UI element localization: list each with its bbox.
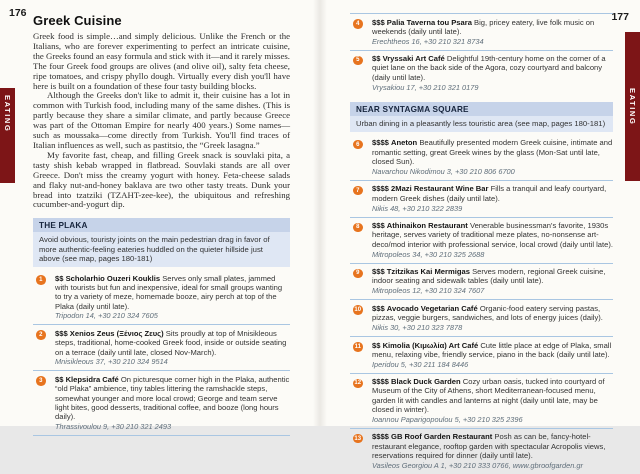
restaurant-contact: Mnisikleous 37, +30 210 324 9514 (55, 357, 168, 367)
price-rating: $$ (55, 374, 64, 384)
restaurant-contact: Navarchou Nikodimou 3, +30 210 806 6700 (372, 166, 515, 176)
listings-column (350, 13, 613, 474)
restaurant-listing (350, 299, 613, 336)
plaka-infobox-note: Avoid obvious, touristy joints on the main pedestrian drag in favor of more authentic-feeling eateries huddled on the quieter hillside just above (see map, pages 180-181) (33, 232, 290, 267)
page-number-left: 176 (9, 7, 27, 19)
restaurant-summary: Serves only small plates, jammed with tourists but fun and inexpensive, ideal for small groups wanting to try a variety of meze, homemade booze, airy perch at top of the Plaka (daily until late). (55, 273, 283, 311)
restaurant-name: Scholarhio Ouzeri Kouklis (65, 273, 161, 283)
restaurant-description (372, 184, 613, 203)
price-rating: $$$ (55, 328, 68, 338)
price-rating: $$$ (372, 17, 385, 27)
price-rating: $$$$ (372, 432, 389, 442)
restaurant-listing (350, 428, 613, 474)
page-number-right: 177 (611, 11, 629, 23)
restaurant-name: Vryssaki Art Café (382, 54, 445, 64)
restaurant-listing (350, 135, 613, 180)
price-rating: $$$ (372, 303, 385, 313)
restaurant-name: Palia Taverna tou Psara (386, 17, 472, 27)
plaka-infobox-title: THE PLAKA (33, 218, 290, 232)
restaurant-summary: Cute little place at edge of Plaka, small menu, relaxing vibe, friendly service, piano in the back (daily until late). (372, 340, 612, 359)
restaurant-summary: Organic-food eatery serving pastas, pizzas, veggie burgers, sandwiches, and lots of energy juices (daily). (372, 303, 603, 323)
restaurant-description (372, 18, 613, 37)
syntagma-infobox (350, 102, 613, 132)
restaurant-description (372, 54, 613, 82)
syntagma-infobox-title: NEAR SYNTAGMA SQUARE (350, 102, 613, 116)
restaurant-summary: Beautifully presented modern Greek cuisine, intimate and romantic setting, great Greek wines by the glass (Mon-Sat until late, closed Sun). (372, 138, 613, 167)
restaurant-listing (350, 50, 613, 96)
restaurant-description (372, 221, 613, 249)
syntagma-listings (350, 135, 613, 474)
restaurant-name: Klepsidra Café (65, 374, 119, 384)
eating-section-tab-left (0, 88, 15, 183)
page-176 (0, 0, 320, 431)
restaurant-summary: Posh as can be, fancy-hotel-restaurant elegance, rooftop garden with spectacular Acropolis views, reservations required for dinner (daily until late). (372, 432, 606, 461)
restaurant-name: GB Roof Garden Restaurant (391, 432, 493, 442)
restaurant-description (55, 274, 290, 311)
map-number-badge: 13 (354, 435, 362, 442)
restaurant-listing (350, 373, 613, 428)
map-number-badge: 2 (36, 330, 46, 340)
map-number-badge: 7 (353, 186, 363, 196)
map-number-badge: 9 (353, 269, 363, 279)
restaurant-summary: On picturesque corner high in the Plaka, authentic “old Plaka” ambience, tiny tables littering the ramshackle steps, somewhat younger and more local crowd; George and team serve light bites, good desserts, traditional coffee, and booze (long hours daily). (55, 374, 290, 422)
article-paragraph: Although the Greeks don't like to admit it, their cuisine has a lot in common with Turkish food, including many of the same dishes. (This is partly because they share a similar climate, and partly because Greece was part of the Ottoman Empire for nearly 400 years.) Some names—such as moussaka—come directly from Turkish. You'll find traces of Italian influences as well, such as pastitsio, the “Greek lasagna.” (33, 90, 290, 150)
map-number-badge: 3 (36, 376, 46, 386)
restaurant-contact: Nikis 48, +30 210 322 2839 (372, 203, 463, 213)
restaurant-summary: Cozy urban oasis, tucked into courtyard of Museum of the City of Athens, short Mediterranean-focused menu, garden lit with candles and lanterns at night (daily until late, may be closed in winter). (372, 377, 605, 415)
map-number-badge: 4 (353, 19, 363, 29)
restaurant-listing (33, 270, 290, 324)
restaurant-name: Kimolia (Κιμωλία) Art Café (382, 340, 479, 350)
syntagma-infobox-note: Urban dining in a pleasantly less touristic area (see map, pages 180-181) (350, 116, 613, 132)
map-number-badge: 11 (354, 343, 361, 350)
restaurant-listing (350, 336, 613, 373)
restaurant-summary: Delightful 19th-century home on the corner of a quiet lane on the back side of the Agora, cozy courtyard and balcony (daily until late). (372, 54, 606, 82)
restaurant-contact: Nikis 30, +30 210 323 7878 (372, 322, 463, 332)
restaurant-listing (350, 263, 613, 300)
restaurant-contact: Tripodon 14, +30 210 324 7605 (55, 311, 158, 321)
map-number-badge: 12 (354, 380, 362, 387)
article-column (33, 13, 290, 436)
restaurant-name: Tzitzikas Kai Mermigas (386, 267, 470, 277)
restaurant-listing (33, 370, 290, 435)
restaurant-contact: Erechtheos 16, +30 210 321 8734 (372, 36, 484, 46)
restaurant-name: Athinaikon Restaurant (386, 221, 468, 231)
eating-tab-label: EATING (628, 87, 637, 126)
restaurant-listing (350, 14, 613, 50)
restaurant-name: 2Mazi Restaurant Wine Bar (391, 184, 489, 194)
restaurant-name: Black Duck Garden (391, 377, 461, 387)
restaurant-contact: Mitropoleos 34, +30 210 325 2688 (372, 249, 485, 259)
plaka-listings (33, 270, 290, 436)
restaurant-contact: Mitropoleos 12, +30 210 324 7607 (372, 286, 485, 296)
restaurant-summary: Venerable businessman's favorite, 1930s heritage, serves variety of traditional meze plates, no-nonsense art-deco/mod interior with professional service, local crowd (daily until late). (372, 221, 613, 249)
plaka-listings-continued (350, 13, 613, 96)
restaurant-listing (33, 324, 290, 370)
restaurant-description (372, 138, 613, 166)
restaurant-listing (350, 217, 613, 263)
restaurant-contact: Ioannou Paparigopoulou 5, +30 210 325 2396 (372, 414, 523, 424)
restaurant-description (372, 341, 613, 360)
article-title: Greek Cuisine (33, 13, 122, 28)
restaurant-contact: Vasileos Georgiou A 1, +30 210 333 0766, www.gbroofgarden.gr (372, 460, 583, 470)
article-paragraph: Greek food is simple…and simply delicious. Unlike the French or the Italians, who are forever experimenting to perfect an intricate cuisine, the Greeks found an easy formula and stick with it—and it rarely misses. The four Greek food groups are olives (and olive oil), salty feta cheese, ripe tomatoes, and crispy phyllo dough. Virtually every dish you'll have here is built on a foundation of these four tasty building blocks. (33, 31, 290, 91)
map-number-badge: 1 (36, 275, 46, 285)
price-rating: $$ (372, 340, 381, 350)
restaurant-contact: Thrassivoulou 9, +30 210 321 2493 (55, 421, 172, 431)
map-number-badge: 10 (354, 307, 362, 314)
restaurant-description (372, 377, 613, 414)
restaurant-summary: Sits proudly at top of Mnisikleous steps, traditional, home-cooked Greek food, inside or outside seating on a terrace (daily until late, closed Nov-March). (55, 328, 287, 357)
price-rating: $$$ (372, 267, 385, 277)
restaurant-name: Avocado Vegetarian Café (386, 303, 478, 313)
restaurant-description (372, 432, 613, 460)
page-gutter-shadow (313, 0, 327, 426)
price-rating: $$$$ (372, 138, 389, 148)
restaurant-description (372, 267, 613, 286)
restaurant-summary: Serves modern, regional Greek cuisine, indoor seating and sidewalk tables (daily until late). (372, 267, 606, 286)
restaurant-summary: Fills a tranquil and leafy courtyard, modern Greek dishes (daily until late). (372, 184, 607, 203)
price-rating: $$$$ (372, 377, 389, 387)
eating-section-tab-right (625, 32, 640, 181)
plaka-infobox (33, 218, 290, 267)
map-number-badge: 5 (353, 56, 363, 66)
price-rating: $$ (372, 54, 381, 64)
restaurant-description (55, 329, 290, 357)
restaurant-contact: Iperidou 5, +30 211 184 8446 (372, 359, 469, 369)
restaurant-contact: Vrysakiou 17, +30 210 321 0179 (372, 82, 479, 92)
eating-tab-label: EATING (3, 95, 12, 133)
restaurant-name: Xenios Zeus (Ξένιος Ζευς) (69, 328, 164, 338)
restaurant-description (372, 304, 613, 323)
page-177 (320, 0, 640, 470)
restaurant-listing (350, 180, 613, 217)
map-number-badge: 8 (353, 223, 363, 233)
price-rating: $$ (55, 273, 64, 283)
restaurant-summary: Big, pricey eatery, live folk music on weekends (daily until late). (372, 17, 595, 36)
price-rating: $$$ (372, 221, 385, 231)
price-rating: $$$$ (372, 184, 389, 194)
restaurant-description (55, 375, 290, 421)
map-number-badge: 6 (353, 140, 363, 150)
restaurant-name: Aneton (391, 138, 418, 148)
article-paragraph: My favorite fast, cheap, and filling Greek snack is souvlaki pita, a tasty shish kebab wrapped in flatbread. Souvlaki stands are all over Greece. Don't miss the creamy yogurt with honey. Feta-cheese salads and flaky nut-and-honey baklava are two other tasty treats. Dunk your bread into tzatziki (TZAHT-zee-kee), the ubiquitous and refreshing cucumber-and-yogurt dip. (33, 149, 290, 210)
